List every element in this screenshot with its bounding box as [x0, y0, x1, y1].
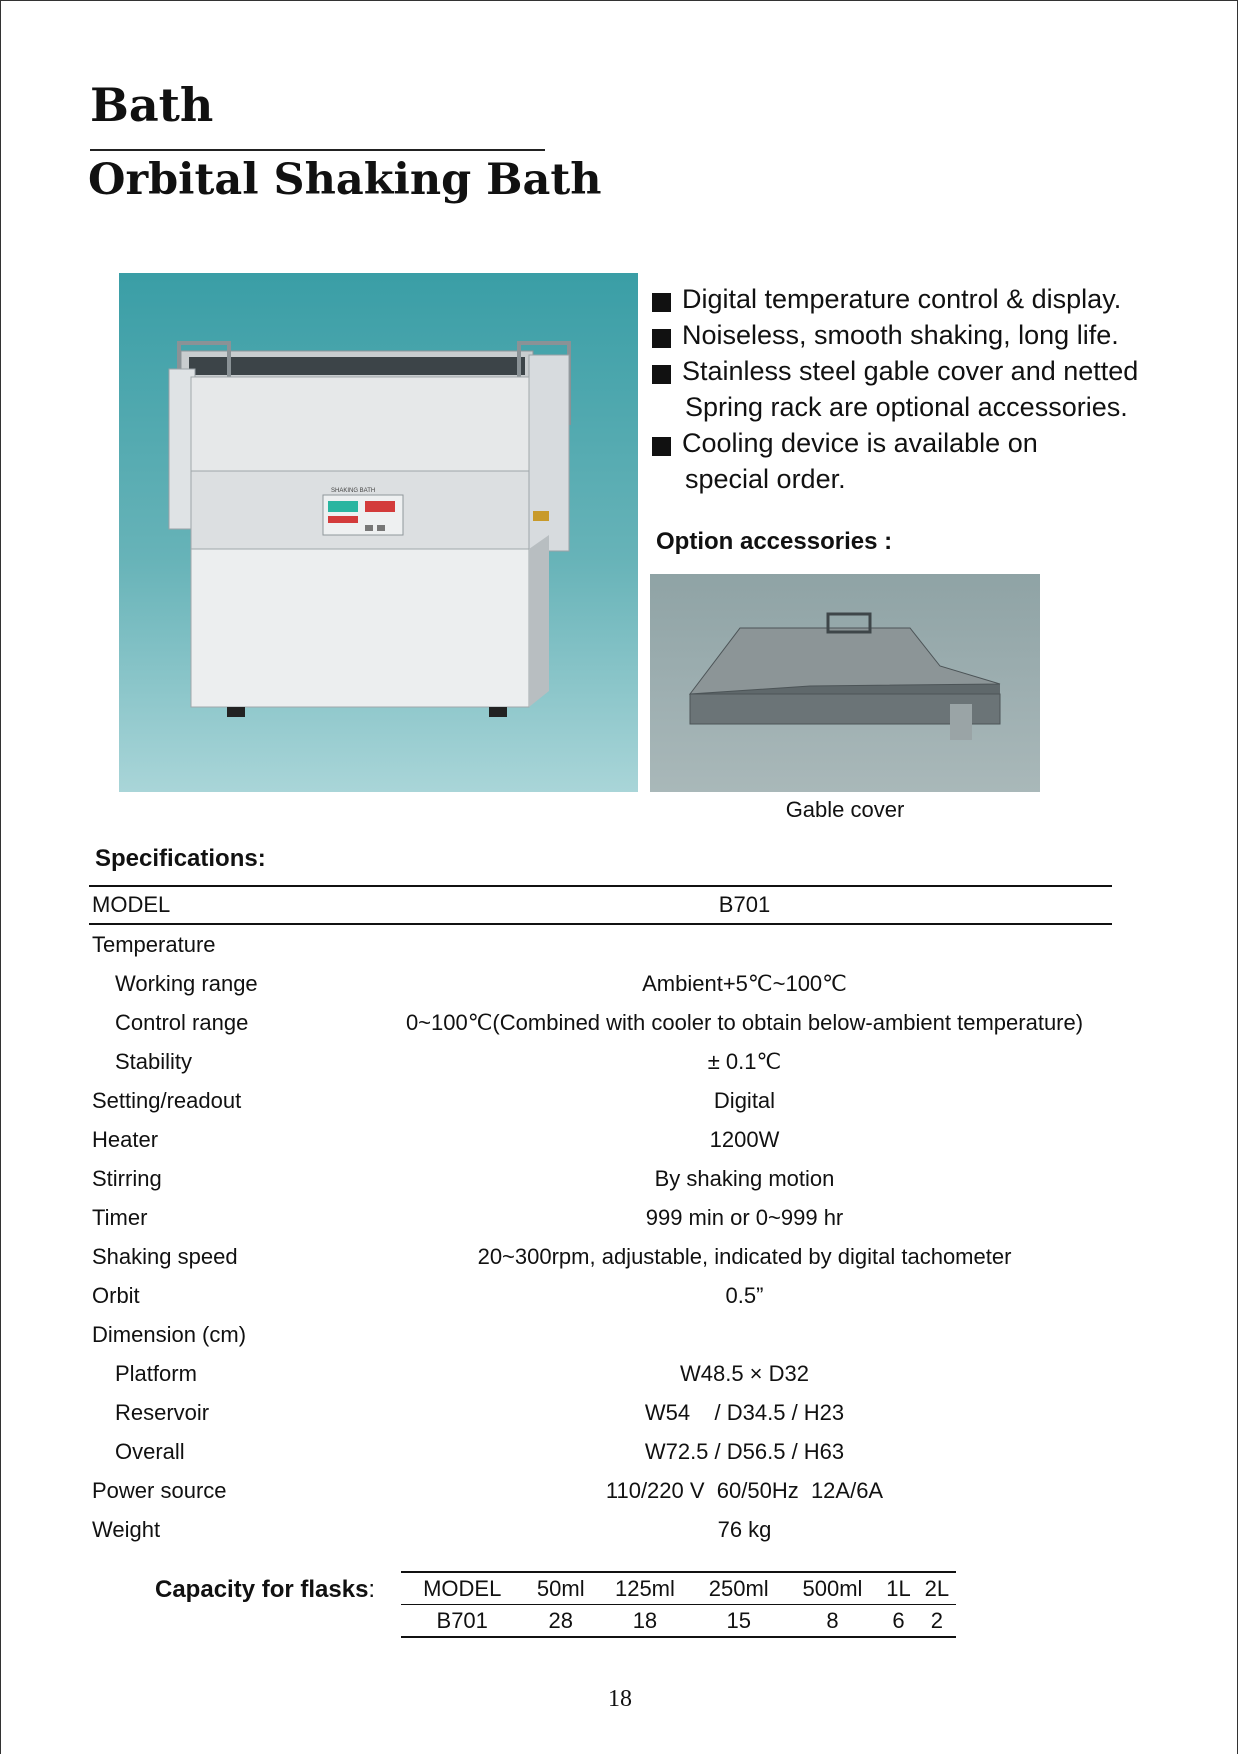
spec-row	[89, 1315, 1112, 1354]
spec-row	[89, 1042, 1112, 1081]
capacity-header-cell: 125ml	[598, 1572, 692, 1605]
spec-label: Working range	[115, 970, 258, 996]
capacity-cell: 18	[598, 1605, 692, 1638]
bullet-square-icon	[652, 329, 671, 348]
feature-item	[650, 317, 1190, 353]
feature-item	[650, 425, 1190, 497]
gable-cover-caption: Gable cover	[785, 797, 905, 822]
feature-list	[650, 281, 1190, 497]
spec-value: Digital	[713, 1087, 776, 1113]
bullet-square-icon	[652, 293, 671, 312]
capacity-label-colon: :	[368, 1576, 376, 1603]
spec-label: Timer	[92, 1204, 148, 1230]
spec-label: Weight	[92, 1516, 161, 1542]
capacity-header-row	[401, 1572, 956, 1605]
spec-value: ± 0.1℃	[707, 1048, 782, 1074]
capacity-cell: B701	[401, 1605, 523, 1638]
spec-label: Platform	[115, 1360, 197, 1386]
spec-row	[89, 1120, 1112, 1159]
feature-item	[650, 353, 1190, 425]
spec-row	[89, 1276, 1112, 1315]
capacity-data-row	[401, 1605, 956, 1638]
spec-value: Ambient+5℃~100℃	[642, 970, 847, 996]
bullet-square-icon	[652, 365, 671, 384]
feature-text: Cooling device is available on	[682, 428, 1038, 458]
spec-label: Setting/readout	[92, 1087, 242, 1113]
spec-value: 0~100℃(Combined with cooler to obtain below-ambient temperature)	[405, 1009, 1084, 1035]
specifications-title: Specifications:	[95, 845, 266, 872]
feature-text-continued: Spring rack are optional accessories.	[685, 392, 1128, 422]
spec-label: Shaking speed	[92, 1243, 238, 1269]
page-title: Orbital Shaking Bath	[88, 155, 602, 205]
spec-row	[89, 924, 1112, 964]
capacity-header-cell: 500ml	[786, 1572, 880, 1605]
spec-value: W48.5 × D32	[679, 1360, 809, 1386]
spec-value: 20~300rpm, adjustable, indicated by digital tachometer	[477, 1243, 1012, 1269]
spec-row	[89, 1510, 1112, 1549]
spec-label: Power source	[92, 1477, 227, 1503]
spec-label: Reservoir	[115, 1399, 210, 1425]
spec-row	[89, 1393, 1112, 1432]
spec-row	[89, 1432, 1112, 1471]
spec-header-value: B701	[377, 886, 1112, 924]
capacity-cell: 2	[918, 1605, 956, 1638]
capacity-label-text: Capacity for flasks	[155, 1576, 369, 1603]
spec-label: Heater	[92, 1126, 159, 1152]
spec-row	[89, 1354, 1112, 1393]
capacity-label	[155, 1576, 375, 1604]
spec-header-row	[89, 886, 1112, 924]
orbital-shaking-bath-photo	[119, 273, 638, 792]
feature-text: Noiseless, smooth shaking, long life.	[682, 320, 1119, 350]
spec-label: Control range	[115, 1009, 249, 1035]
spec-header-label: MODEL	[89, 886, 377, 924]
feature-item	[650, 281, 1190, 317]
feature-text: Digital temperature control & display.	[682, 284, 1122, 314]
spec-value: W54 / D34.5 / H23	[644, 1399, 845, 1425]
feature-text-continued: special order.	[685, 464, 846, 494]
spec-row	[89, 1471, 1112, 1510]
capacity-header-cell: 250ml	[692, 1572, 786, 1605]
gable-cover-illustration	[650, 574, 1040, 792]
panel-label: SHAKING BATH	[331, 488, 376, 494]
capacity-table	[401, 1571, 956, 1638]
capacity-header-cell: 1L	[879, 1572, 917, 1605]
shaking-bath-illustration	[119, 273, 638, 792]
option-accessories-label: Option accessories :	[656, 528, 893, 555]
spec-label: Stability	[115, 1048, 193, 1074]
spec-label: Orbit	[92, 1282, 140, 1308]
spec-label: Stirring	[92, 1165, 162, 1191]
spec-value: 110/220 V 60/50Hz 12A/6A	[605, 1477, 884, 1503]
capacity-cell: 8	[786, 1605, 880, 1638]
gable-cover-photo	[650, 574, 1040, 792]
capacity-header-cell: 2L	[918, 1572, 956, 1605]
spec-value: 1200W	[709, 1126, 780, 1152]
spec-label: Overall	[115, 1438, 185, 1464]
capacity-cell: 15	[692, 1605, 786, 1638]
bullet-square-icon	[652, 437, 671, 456]
feature-text: Stainless steel gable cover and netted	[682, 356, 1139, 386]
spec-label: Dimension (cm)	[92, 1321, 247, 1347]
title-divider	[90, 149, 545, 151]
capacity-cell: 6	[879, 1605, 917, 1638]
spec-row	[89, 1159, 1112, 1198]
spec-value: 0.5”	[725, 1282, 764, 1308]
specifications-table	[89, 885, 1112, 1549]
spec-row	[89, 1198, 1112, 1237]
spec-value: 76 kg	[717, 1516, 772, 1542]
spec-row	[89, 964, 1112, 1003]
spec-row	[89, 1237, 1112, 1276]
capacity-header-cell: 50ml	[523, 1572, 598, 1605]
page-number: 18	[608, 1686, 632, 1712]
capacity-header-cell: MODEL	[401, 1572, 523, 1605]
section-title: Bath	[90, 78, 214, 132]
spec-row	[89, 1003, 1112, 1042]
spec-value	[377, 924, 1112, 964]
spec-value: 999 min or 0~999 hr	[645, 1204, 844, 1230]
spec-value: By shaking motion	[654, 1165, 835, 1191]
spec-row	[89, 1081, 1112, 1120]
capacity-cell: 28	[523, 1605, 598, 1638]
spec-value: W72.5 / D56.5 / H63	[644, 1438, 845, 1464]
spec-label: Temperature	[92, 931, 216, 957]
spec-value	[377, 1315, 1112, 1354]
